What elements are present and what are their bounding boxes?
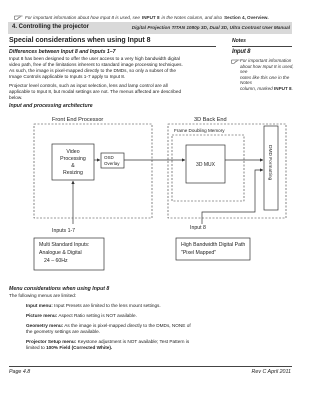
section-title: Special considerations when using Input 8 — [9, 37, 151, 44]
video-box-line: Video — [66, 149, 80, 155]
notes-column-label: Notes — [232, 38, 246, 44]
osd-box-line: OSD — [104, 155, 114, 160]
high-box-line: High Bandwidth Digital Path — [181, 242, 246, 248]
pointing-hand-icon — [14, 14, 23, 20]
osd-box-line: Overlay — [104, 161, 120, 166]
menu-item-text: Aspect Ratio setting is NOT available. — [58, 313, 137, 318]
sidebar-note-badge: INPUT 8 — [273, 85, 292, 91]
menu-item-name: Projector Setup menu: — [26, 339, 77, 344]
menu-item-name: Picture menu: — [26, 313, 58, 318]
menu-item-picture — [26, 313, 226, 319]
menu-item-input — [26, 303, 226, 309]
front-end-label: Front End Processor — [52, 117, 104, 123]
text-fragment: column, marked — [240, 85, 273, 91]
revision-label: Rev C April 2011 — [251, 369, 291, 375]
text-line: notes like this one in the Notes — [240, 74, 290, 86]
menus-heading: Menu considerations when using Input 8 — [9, 286, 110, 292]
text-line: Input 8 has been designed to offer the user access to a very high bandwidth digital — [9, 56, 180, 61]
top-note-badge: INPUT 8 — [141, 14, 160, 20]
menu-item-geometry — [26, 323, 226, 335]
menu-item-bold-tail: 100% Field (Corrected White). — [46, 345, 113, 350]
menu-item-text: Input Presets are limited to the lens mount settings. — [54, 303, 161, 308]
video-box-line: & — [71, 163, 75, 169]
text-line — [240, 86, 294, 92]
video-box-line: Resizing — [63, 170, 83, 176]
top-note-link[interactable]: Section 4, Overview. — [224, 14, 269, 20]
text-line: For important information — [240, 58, 292, 63]
pointing-hand-icon — [231, 58, 240, 64]
high-box-line: "Pixel Mapped" — [181, 250, 217, 256]
back-end-label: 3D Back End — [194, 117, 227, 123]
differences-heading: Differences between Input 8 and Inputs 1–7 — [9, 49, 116, 55]
menu-item-name: Geometry menu: — [26, 323, 64, 328]
menu-item-text: limited to — [26, 345, 45, 350]
multi-box-line: Multi Standard Inputs: — [39, 242, 90, 248]
multi-box-line: 24 – 60Hz — [44, 258, 68, 264]
architecture-diagram — [0, 112, 300, 282]
architecture-heading: Input and processing architecture — [9, 103, 93, 109]
footer-rule — [9, 366, 292, 367]
product-title: Digital Projection TITAN 1080p 3D, Dual 3D, Ultra Contrast User Manual — [131, 25, 290, 30]
text-line — [26, 345, 226, 351]
text-line: Image Controls applicable to Inputs 1-7 apply to Input 8. — [9, 74, 126, 79]
mux-label: 3D MUX — [196, 162, 215, 168]
dmd-label: DMD Formatting — [267, 145, 272, 181]
page-number: Page 4.8 — [9, 369, 31, 375]
menu-item-projector-setup — [26, 339, 226, 351]
differences-para-2 — [9, 83, 219, 101]
menu-item-text: As the image is pixel-mapped directly to the DMDs, NONE of — [64, 323, 191, 328]
text-line: Projector level controls, such as input selection, lens and lamp control are all — [9, 83, 168, 88]
notes-rule — [232, 46, 292, 47]
text-line: about how Input 8 is used, see — [240, 63, 294, 75]
sidebar-note — [240, 58, 294, 92]
menu-item-name: Input menu: — [26, 303, 53, 308]
differences-para-1 — [9, 56, 219, 80]
frame-memory-label: Frame Doubling Memory — [174, 128, 225, 133]
multi-box-line: Analogue & Digital — [39, 250, 82, 256]
video-box-line: Processing — [60, 156, 86, 162]
chapter-title: 4. Controlling the projector — [12, 24, 90, 30]
text-line: below. — [9, 95, 23, 100]
input-8-label: Input 8 — [190, 225, 206, 231]
text-line: the geometry settings are available. — [26, 329, 100, 334]
text-fragment: . — [291, 85, 293, 91]
menus-intro: The following menus are limited: — [9, 293, 77, 298]
menu-item-text: Keystone adjustment is NOT available; Test Pattern is — [77, 339, 190, 344]
section-rule — [9, 46, 216, 47]
input-8-badge: Input 8 — [232, 49, 251, 55]
top-note-prefix: For important information about how Input 8 is used, see — [25, 14, 140, 20]
text-line: applicable to Input 8, but modal settings are not. The menus affected are described — [9, 89, 182, 94]
top-note — [14, 14, 269, 20]
text-line: video path, free of the limitations inherent to standard image processing techniques. — [9, 62, 183, 67]
text-line: As such, the image is pixel-mapped directly to the DMDs, so only a subset of the — [9, 68, 177, 73]
inputs-1-7-label: Inputs 1-7 — [52, 228, 76, 234]
top-note-middle: in the Notes column, and also — [161, 14, 223, 20]
